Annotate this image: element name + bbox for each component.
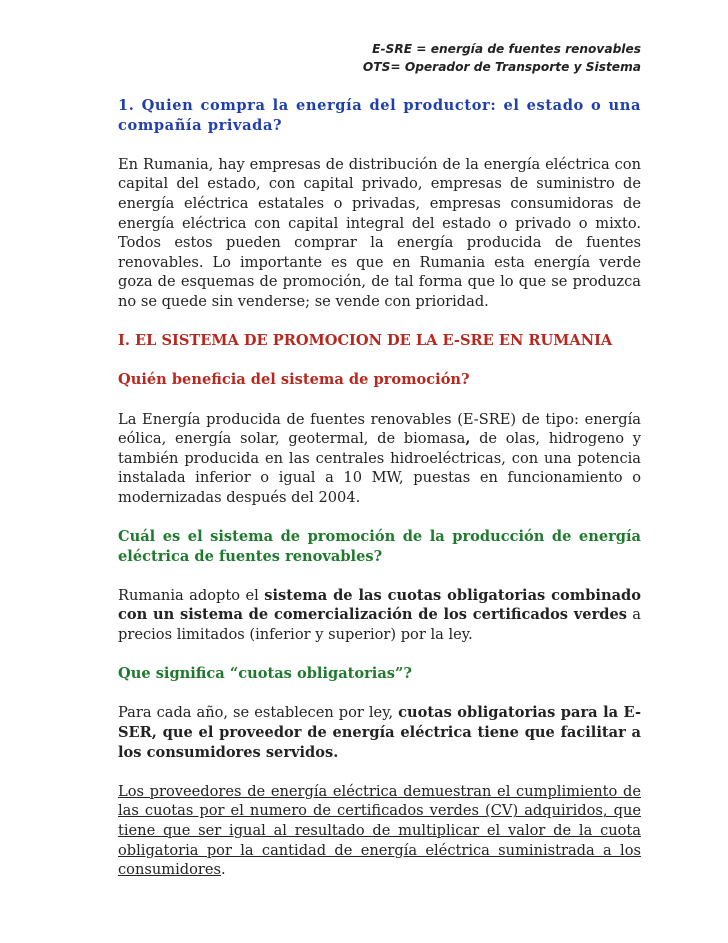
sistema-body-post: a precios limitados (inferior y superior) por la ley.	[118, 606, 642, 644]
beneficia-heading: Quién beneficia del sistema de promoción?	[118, 371, 470, 389]
cuotas-underlined-text: Los proveedores de energía eléctrica demuestran el cumplimiento de las cuotas por el numero de certificados verdes (CV) adquiridos, que tiene que ser igual al resultado de multiplicar el valor de la cuota obligatoria por la cantidad de energía eléctrica suministrada a los consumidores	[118, 782, 641, 879]
sistema-heading: Cuál es el sistema de promoción de la producción de energía eléctrica de fuentes renovables?	[118, 528, 641, 565]
question-1-heading: 1. Quien compra la energía del productor: el estado o una compañía privada?	[118, 97, 641, 134]
beneficia-body-comma: ,	[465, 430, 471, 448]
cuotas-end-period: .	[220, 861, 226, 879]
section-1-heading: I. EL SISTEMA DE PROMOCION DE LA E-SRE EN RUMANIA	[118, 332, 613, 350]
cuotas-body-bold: cuotas obligatorias para la E-SER, que el proveedor de energía eléctrica tiene que facilitar a los consumidores servidos.	[118, 704, 641, 761]
cuotas-heading: Que significa “cuotas obligatorias”?	[118, 665, 412, 683]
cuotas-underlined-paragraph	[118, 782, 641, 880]
sistema-body	[118, 586, 641, 645]
beneficia-body	[118, 410, 641, 508]
abbreviations-block	[118, 40, 641, 76]
question-1-answer: En Rumania, hay empresas de distribución de la energía eléctrica con capital del estado, con capital privado, empresas de suministro de energía eléctrica estatales o privadas, empresas consumidoras de energía eléctrica con capital integral del estado o privado o mixto. Todos estos pueden comprar la energía producida de fuentes renovables. Lo importante es que en Rumania esta energía verde goza de esquemas de promoción, de tal forma que lo que se produzca no se quede sin venderse; se vende con prioridad.	[118, 155, 641, 310]
abbreviation-esre: E-SRE = energía de fuentes renovables	[372, 42, 641, 56]
sistema-body-bold: sistema de las cuotas obligatorias combinado con un sistema de comercialización de los certificados verdes	[118, 586, 641, 624]
beneficia-body-part-a: La Energía producida de fuentes renovables (E-SRE) de tipo: energía eólica, energía solar, geotermal, de biomasa	[118, 410, 641, 448]
sistema-body-pre: Rumania adopto el	[118, 586, 265, 604]
cuotas-body	[118, 703, 641, 762]
beneficia-body-part-b: de olas, hidrogeno y también producida en las centrales hidroeléctricas, con una potencia instalada inferior o igual a 10 MW, puestas en funcionamiento o modernizadas después del 2004.	[118, 430, 641, 506]
cuotas-body-pre: Para cada año, se establecen por ley,	[118, 704, 399, 722]
abbreviation-ots: OTS= Operador de Transporte y Sistema	[362, 60, 641, 74]
document-page	[118, 40, 641, 880]
